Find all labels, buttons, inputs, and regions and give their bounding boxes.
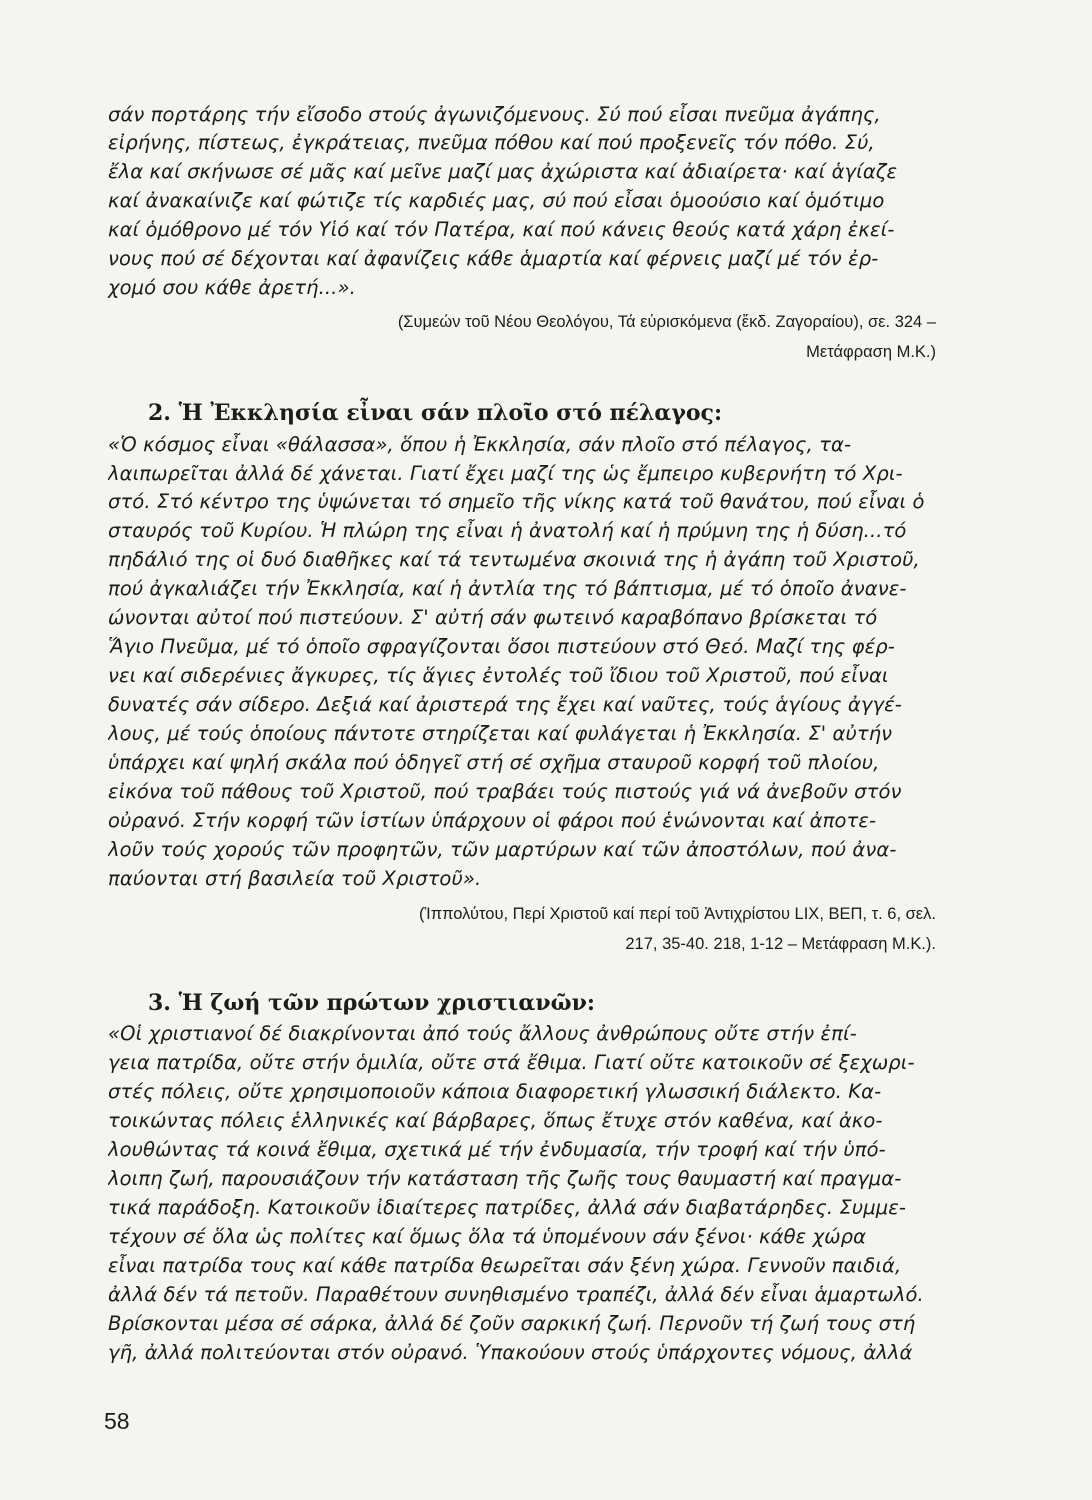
text-line: λοιπη ζωή, παρουσιάζουν τήν κατάσταση τῆς ζωῆς τους θαυμαστή καί πραγμα- — [108, 1167, 902, 1190]
text-line: ἀλλά δέν τά πετοῦν. Παραθέτουν συνηθισμένο τραπέζι, ἀλλά δέν εἶναι ἁμαρτωλό. — [108, 1283, 924, 1306]
text-line: πηδάλιό της οἱ δυό διαθῆκες καί τά τεντωμένα σκοινιά της ἡ ἀγάπη τοῦ Χριστοῦ, — [108, 548, 920, 571]
text-line: εἰρήνης, πίστεως, ἐγκράτειας, πνεῦμα πόθου καί πού προξενεῖς τόν πόθο. Σύ, — [108, 131, 875, 154]
text-line: ὑπάρχει καί ψηλή σκάλα πού ὁδηγεῖ στή σέ σχῆμα σταυροῦ κορφή τοῦ πλοίου, — [108, 751, 880, 774]
text-line: καί ἀνακαίνιζε καί φώτιζε τίς καρδιές μας, σύ πού εἶσαι ὁμοούσιο καί ὁμότιμο — [108, 189, 885, 212]
text-line: νει καί σιδερένιες ἄγκυρες, τίς ἅγιες ἐντολές τοῦ ἴδιου τοῦ Χριστοῦ, πού εἶναι — [108, 664, 889, 687]
text-line: Ἅγιο Πνεῦμα, μέ τό ὁποῖο σφραγίζονται ὅσοι πιστεύουν στό Θεό. Μαζί της φέρ- — [108, 635, 895, 658]
page-number: 58 — [104, 1408, 130, 1434]
text-line: ώνονται αὐτοί πού πιστεύουν. Σ' αὐτή σάν φωτεινό καραβόπανο βρίσκεται τό — [108, 606, 878, 629]
text-line: παύονται στή βασιλεία τοῦ Χριστοῦ». — [108, 867, 482, 890]
text-line: οὐρανό. Στήν κορφή τῶν ἱστίων ὑπάρχουν οἱ φάροι πού ἑνώνονται καί ἀποτε- — [108, 809, 877, 832]
text-line: εἰκόνα τοῦ πάθους τοῦ Χριστοῦ, πού τραβάει τούς πιστούς γιά νά ἀνεβοῦν στόν — [108, 780, 902, 803]
text-line: «Ὁ κόσμος εἶναι «θάλασσα», ὅπου ἡ Ἐκκλησία, σάν πλοῖο στό πέλαγος, τα- — [108, 433, 852, 456]
text-line: εἶναι πατρίδα τους καί κάθε πατρίδα θεωρεῖται σάν ξένη χώρα. Γεννοῦν παιδιά, — [108, 1254, 902, 1277]
text-line: τικά παράδοξη. Κατοικοῦν ἰδιαίτερες πατρίδες, ἀλλά σάν διαβατάρηδες. Συμμε- — [108, 1196, 907, 1219]
text-line: στό. Στό κέντρο της ὑψώνεται τό σημεῖο τῆς νίκης κατά τοῦ θανάτου, πού εἶναι ὁ — [108, 490, 925, 513]
text-line: καί ὁμόθρονο μέ τόν Υἱό καί τόν Πατέρα, καί πού κάνεις θεούς κατά χάρη ἐκεί- — [108, 218, 895, 241]
citation-line: (Συμεών τοῦ Νέου Θεολόγου, Τά εὑρισκόμενα (ἔκδ. Ζαγοραίου), σε. 324 – — [397, 313, 936, 331]
text-line: σταυρός τοῦ Κυρίου. Ἡ πλώρη της εἶναι ἡ ἀνατολή καί ἡ πρύμνη της ἡ δύση...τό — [108, 519, 907, 542]
text-line: δυνατές σάν σίδερο. Δεξιά καί ἀριστερά της ἔχει καί ναῦτες, τούς ἁγίους ἀγγέ- — [108, 693, 902, 716]
text-line: χομό σου κάθε ἀρετή...». — [108, 276, 356, 299]
text-line: λους, μέ τούς ὁποίους πάντοτε στηρίζεται καί φυλάγεται ἡ Ἐκκλησία. Σ' αὐτήν — [108, 722, 893, 745]
text-line: Βρίσκονται μέσα σέ σάρκα, ἀλλά δέ ζοῦν σαρκική ζωή. Περνοῦν τή ζωή τους στή — [108, 1312, 916, 1335]
text-line: νους πού σέ δέχονται καί ἀφανίζεις κάθε ἁμαρτία καί φέρνεις μαζί μέ τόν ἐρ- — [108, 247, 879, 270]
text-line: ἔλα καί σκήνωσε σέ μᾶς καί μεῖνε μαζί μας ἀχώριστα καί ἀδιαίρετα· καί ἁγίαζε — [108, 160, 898, 183]
citation-line: 217, 35-40. 218, 1-12 – Μετάφραση Μ.Κ.). — [625, 935, 936, 953]
text-line: στές πόλεις, οὔτε χρησιμοποιοῦν κάποια διαφορετική γλωσσική διάλεκτο. Κα- — [108, 1080, 882, 1103]
text-line: λουθώντας τά κοινά ἔθιμα, σχετικά μέ τήν ἐνδυμασία, τήν τροφή καί τήν ὑπό- — [108, 1138, 886, 1161]
section-2-heading: 2. Ἡ Ἐκκλησία εἶναι σάν πλοῖο στό πέλαγος: — [148, 400, 723, 426]
section-3-heading: 3. Ἡ ζωή τῶν πρώτων χριστιανῶν: — [148, 990, 595, 1016]
text-line: σάν πορτάρης τήν εἴσοδο στούς ἀγωνιζόμενους. Σύ πού εἶσαι πνεῦμα ἀγάπης, — [108, 103, 881, 126]
citation-line: Μετάφραση Μ.Κ.) — [806, 343, 936, 361]
text-line: γῆ, ἀλλά πολιτεύονται στόν οὐρανό. Ὑπακούουν στούς ὑπάρχοντες νόμους, ἀλλά — [108, 1341, 913, 1364]
text-line: λοῦν τούς χορούς τῶν προφητῶν, τῶν μαρτύρων καί τῶν ἀποστόλων, πού ἀνα- — [108, 838, 897, 861]
text-line: τοικώντας πόλεις ἑλληνικές καί βάρβαρες, ὅπως ἔτυχε στόν καθένα, καί ἀκο- — [108, 1109, 883, 1132]
text-line: τέχουν σέ ὅλα ὡς πολίτες καί ὅμως ὅλα τά ὑπομένουν σάν ξένοι· κάθε χώρα — [108, 1225, 867, 1248]
citation-line: (Ἱππολύτου, Περί Χριστοῦ καί περί τοῦ Ἀντιχρίστου LIX, ΒΕΠ, τ. 6, σελ. — [419, 905, 936, 923]
text-line: «Οἱ χριστιανοί δέ διακρίνονται ἀπό τούς ἄλλους ἀνθρώπους οὔτε στήν ἐπί- — [108, 1022, 857, 1045]
text-line: πού ἀγκαλιάζει τήν Ἐκκλησία, καί ἡ ἀντλία της τό βάπτισμα, μέ τό ὁποῖο ἀνανε- — [108, 577, 907, 600]
text-line: λαιπωρεῖται ἀλλά δέ χάνεται. Γιατί ἔχει μαζί της ὡς ἔμπειρο κυβερνήτη τό Χρι- — [108, 462, 903, 485]
text-line: γεια πατρίδα, οὔτε στήν ὁμιλία, οὔτε στά ἔθιμα. Γιατί οὔτε κατοικοῦν σέ ξεχωρι- — [108, 1051, 915, 1074]
